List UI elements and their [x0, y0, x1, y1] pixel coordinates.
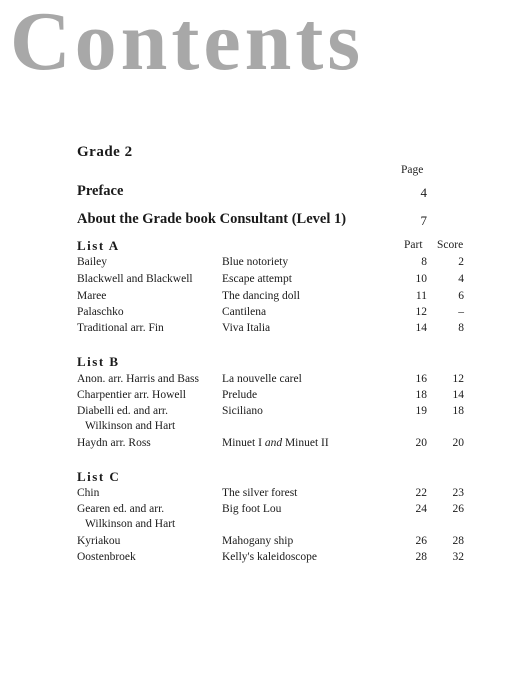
- piece-title: Blue notoriety: [222, 256, 289, 268]
- piece-title: La nouvelle carel: [222, 373, 302, 385]
- composer: Kyriakou: [77, 535, 121, 547]
- score-page: 28: [452, 535, 464, 547]
- list-item[interactable]: [0, 535, 510, 551]
- score-page: 4: [458, 273, 464, 285]
- part-page: 22: [415, 487, 427, 499]
- score-page: 32: [452, 551, 464, 563]
- part-page: 12: [415, 306, 427, 318]
- piece-title: Big foot Lou: [222, 503, 282, 515]
- composer: Haydn arr. Ross: [77, 437, 151, 449]
- preface-entry[interactable]: Preface: [77, 183, 124, 199]
- composer: Maree: [77, 290, 107, 302]
- composer: Anon. arr. Harris and Bass: [77, 373, 200, 385]
- part-column-header: Part: [404, 239, 423, 251]
- list-item[interactable]: [0, 389, 510, 405]
- score-page: 18: [452, 405, 464, 417]
- composer: Bailey: [77, 256, 108, 268]
- consultant-page: 7: [420, 213, 427, 228]
- list-item[interactable]: [0, 503, 510, 519]
- score-page: 20: [452, 437, 464, 449]
- piece-title: Cantilena: [222, 306, 267, 318]
- score-page: 6: [458, 290, 464, 302]
- piece-title: Mahogany ship: [222, 535, 294, 547]
- part-page: 16: [415, 373, 427, 385]
- piece-title: The dancing doll: [222, 290, 300, 302]
- score-page: –: [458, 306, 464, 318]
- part-page: 14: [415, 322, 427, 334]
- list-item[interactable]: [0, 256, 510, 272]
- composer-continued: Wilkinson and Hart: [85, 420, 176, 432]
- score-page: 14: [452, 389, 464, 401]
- composer: Palaschko: [77, 306, 124, 318]
- preface-page: 4: [420, 185, 427, 200]
- score-column-header: Score: [437, 239, 464, 251]
- part-page: 20: [415, 437, 427, 449]
- composer: Diabelli ed. and arr.: [77, 405, 169, 417]
- grade-title: Grade 2: [77, 144, 133, 160]
- piece-title: Escape attempt: [222, 273, 292, 285]
- composer: Blackwell and Blackwell: [77, 273, 193, 285]
- piece-title: Kelly's kaleidoscope: [222, 551, 318, 563]
- list-item[interactable]: [0, 290, 510, 306]
- part-page: 28: [415, 551, 427, 563]
- part-page: 18: [415, 389, 427, 401]
- list-item[interactable]: [0, 405, 510, 421]
- composer: Charpentier arr. Howell: [77, 389, 186, 401]
- consultant-entry[interactable]: About the Grade book Consultant (Level 1): [77, 211, 347, 227]
- composer: Traditional arr. Fin: [77, 322, 164, 334]
- piece-title: Siciliano: [222, 405, 263, 417]
- part-page: 26: [415, 535, 427, 547]
- part-page: 19: [415, 405, 427, 417]
- list-item[interactable]: [0, 551, 510, 567]
- page-column-header: Page: [401, 164, 424, 176]
- composer: Chin: [77, 487, 100, 499]
- part-page: 8: [421, 256, 427, 268]
- part-page: 24: [415, 503, 427, 515]
- score-page: 23: [452, 487, 464, 499]
- part-page: 10: [415, 273, 427, 285]
- list-item[interactable]: [0, 373, 510, 389]
- composer-continued: Wilkinson and Hart: [85, 518, 176, 530]
- list-item[interactable]: [0, 322, 510, 338]
- list-c-title: List C: [77, 469, 121, 484]
- piece-title: [222, 437, 329, 449]
- part-page: 11: [415, 290, 427, 302]
- composer: Gearen ed. and arr.: [77, 503, 165, 515]
- list-item[interactable]: [0, 306, 510, 322]
- piece-title: The silver forest: [222, 487, 298, 499]
- list-item[interactable]: [0, 437, 510, 453]
- page-heading: Contents: [10, 0, 365, 88]
- piece-title: Prelude: [222, 389, 258, 401]
- piece-title-part-1: Minuet I: [222, 437, 262, 449]
- score-page: 12: [452, 373, 464, 385]
- list-a-title: List A: [77, 238, 120, 253]
- composer: Oostenbroek: [77, 551, 136, 563]
- piece-title: Viva Italia: [222, 322, 271, 334]
- list-item[interactable]: [0, 487, 510, 503]
- list-item[interactable]: [0, 273, 510, 289]
- list-b-title: List B: [77, 354, 120, 369]
- score-page: 26: [452, 503, 464, 515]
- score-page: 8: [458, 322, 464, 334]
- piece-title-conjunction: and: [264, 437, 283, 449]
- piece-title-part-2: Minuet II: [284, 437, 329, 449]
- score-page: 2: [458, 256, 464, 268]
